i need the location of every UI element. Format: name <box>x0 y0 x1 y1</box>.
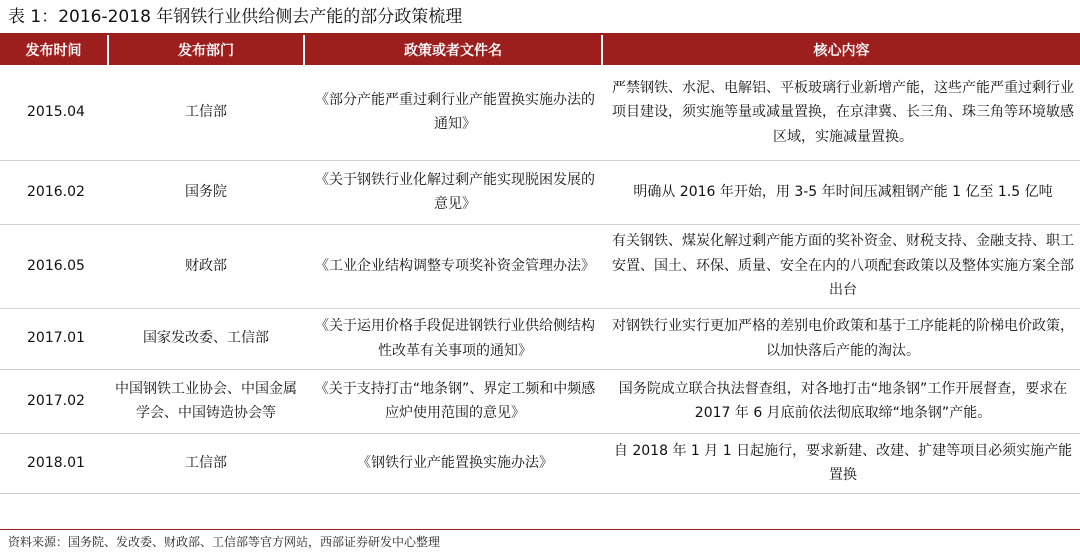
cell-content: 有关钢铁、煤炭化解过剩产能方面的奖补资金、财税支持、金融支持、职工安置、国土、环保、质量、安全在内的八项配套政策以及整体实施方案全部出台 <box>602 224 1080 308</box>
header-policy-document: 政策或者文件名 <box>304 35 602 65</box>
table-row <box>0 369 1080 433</box>
header-release-date: 发布时间 <box>0 35 108 65</box>
cell-content: 对钢铁行业实行更加严格的差别电价政策和基于工序能耗的阶梯电价政策，以加快落后产能的淘汰。 <box>602 308 1080 369</box>
cell-date: 2015.04 <box>0 65 108 160</box>
table-row <box>0 65 1080 160</box>
table-title: 表 1：2016-2018 年钢铁行业供给侧去产能的部分政策梳理 <box>8 7 463 27</box>
cell-department: 国家发改委、工信部 <box>108 308 304 369</box>
cell-date: 2016.02 <box>0 160 108 224</box>
cell-date: 2017.01 <box>0 308 108 369</box>
header-core-content: 核心内容 <box>602 35 1080 65</box>
table-row <box>0 308 1080 369</box>
source-note: 资料来源：国务院、发改委、财政部、工信部等官方网站，西部证券研发中心整理 <box>8 535 441 549</box>
cell-document: 《钢铁行业产能置换实施办法》 <box>304 433 602 493</box>
cell-document: 《关于钢铁行业化解过剩产能实现脱困发展的意见》 <box>304 160 602 224</box>
cell-document: 《关于支持打击“地条钢”、界定工频和中频感应炉使用范围的意见》 <box>304 369 602 433</box>
cell-document: 《工业企业结构调整专项奖补资金管理办法》 <box>304 224 602 308</box>
cell-department: 国务院 <box>108 160 304 224</box>
policy-table <box>0 35 1080 494</box>
cell-document: 《关于运用价格手段促进钢铁行业供给侧结构性改革有关事项的通知》 <box>304 308 602 369</box>
table-header-row <box>0 35 1080 65</box>
cell-date: 2017.02 <box>0 369 108 433</box>
table-bottom-divider <box>0 529 1080 530</box>
cell-content: 严禁钢铁、水泥、电解铝、平板玻璃行业新增产能，这些产能严重过剩行业项目建设，须实施等量或减量置换，在京津冀、长三角、珠三角等环境敏感区域，实施减量置换。 <box>602 65 1080 160</box>
cell-content: 自 2018 年 1 月 1 日起施行，要求新建、改建、扩建等项目必须实施产能置换 <box>602 433 1080 493</box>
header-department: 发布部门 <box>108 35 304 65</box>
table-row <box>0 160 1080 224</box>
cell-department: 工信部 <box>108 433 304 493</box>
cell-document: 《部分产能严重过剩行业产能置换实施办法的通知》 <box>304 65 602 160</box>
cell-content: 国务院成立联合执法督查组，对各地打击“地条钢”工作开展督查，要求在 2017 年 6 月底前依法彻底取缔“地条钢”产能。 <box>602 369 1080 433</box>
table-row <box>0 433 1080 493</box>
cell-content: 明确从 2016 年开始，用 3-5 年时间压减粗钢产能 1 亿至 1.5 亿吨 <box>602 160 1080 224</box>
cell-date: 2016.05 <box>0 224 108 308</box>
cell-department: 中国钢铁工业协会、中国金属学会、中国铸造协会等 <box>108 369 304 433</box>
table-row <box>0 224 1080 308</box>
cell-date: 2018.01 <box>0 433 108 493</box>
cell-department: 工信部 <box>108 65 304 160</box>
cell-department: 财政部 <box>108 224 304 308</box>
